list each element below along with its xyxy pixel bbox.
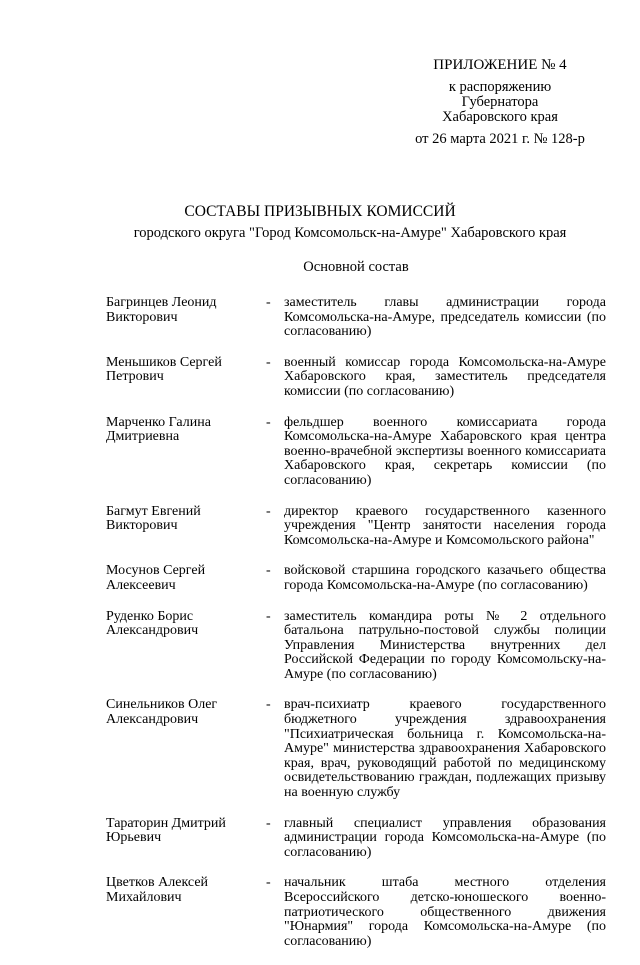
member-role: врач-психиатр краевого государственного бюджетного учреждения здравоохранения "Психиатрическая больница г. Комсомольска-на-Амуре" министерства здравоохранения Хабаровского края, врач, руководящий работой по медицинскому освидетельствованию граждан, подлежащих призыву на военную службу [284,697,606,801]
appendix-date: от 26 марта 2021 г. № 128-р [415,131,585,147]
appendix-header [380,58,620,147]
member-name: Синельников Олег Александрович [106,697,218,728]
members-list [106,296,606,965]
member-dash: - [266,354,271,370]
appendix-line-2: Губернатора [461,94,539,110]
member-dash: - [266,295,271,310]
member-dash: - [266,608,271,624]
appendix-line-1: к распоряжению [448,79,552,95]
member-row [106,817,606,861]
member-name: Тараторин Дмитрий Юрьевич [106,815,226,846]
member-name: Багмут Евгений Викторович [106,503,201,534]
member-row [106,876,606,949]
member-role: заместитель главы администрации города Комсомольска-на-Амуре, председатель комиссии (по согласованию) [284,295,606,340]
member-role: фельдшер военного комиссариата города Комсомольска-на-Амуре Хабаровского края центра военно-врачебной экспертизы военного комиссариата Хабаровского края, секретарь комиссии (по согласованию) [284,414,606,488]
member-row [106,564,606,593]
member-name: Марченко Галина Дмитриевна [106,414,211,445]
member-role: директор краевого государственного казенного учреждения "Центр занятости населения города Комсомольска-на-Амуре и Комсомольского района" [284,503,606,548]
member-dash: - [266,503,271,519]
appendix-line-3: Хабаровского края [442,109,558,125]
member-row [106,416,606,489]
member-row [106,698,606,800]
member-row [106,356,606,400]
member-name: Меньшиков Сергей Петрович [106,354,222,385]
member-role: начальник штаба местного отделения Всероссийского детско-юношеского военно-патриотического общественного движения "Юнармия" города Комсомольска-на-Амуре (по согласованию) [284,875,606,949]
member-name: Цветков Алексей Михайлович [106,875,209,905]
member-dash: - [266,563,271,579]
member-row [106,296,606,340]
document-subtitle: городского округа "Город Комсомольск-на-Амуре" Хабаровского края [133,225,567,241]
member-role: главный специалист управления образования администрации города Комсомольска-на-Амуре (по согласованию) [284,815,606,860]
member-row [106,505,606,549]
document-title: СОСТАВЫ ПРИЗЫВНЫХ КОМИССИЙ [184,203,456,220]
member-dash: - [266,414,271,430]
member-name: Мосунов Сергей Алексеевич [106,563,206,593]
member-dash: - [266,697,271,713]
member-role: войсковой старшина городского казачьего общества города Комсомольска-на-Амуре (по согласованию) [284,563,606,593]
member-dash: - [266,875,271,891]
section-title: Основной состав [303,259,409,275]
member-name: Багринцев Леонид Викторович [106,295,217,325]
member-name: Руденко Борис Александрович [106,608,199,639]
member-role: заместитель командира роты № 2 отдельного батальона патрульно-постовой службы полиции Управления Министерства внутренних дел Российской Федерации по городу Комсомольску-на-Амуре (по согласованию) [284,608,606,682]
member-row [106,610,606,683]
member-role: военный комиссар города Комсомольска-на-Амуре Хабаровского края, заместитель председателя комиссии (по согласованию) [284,354,606,399]
appendix-title: ПРИЛОЖЕНИЕ № 4 [433,57,567,73]
member-dash: - [266,815,271,831]
